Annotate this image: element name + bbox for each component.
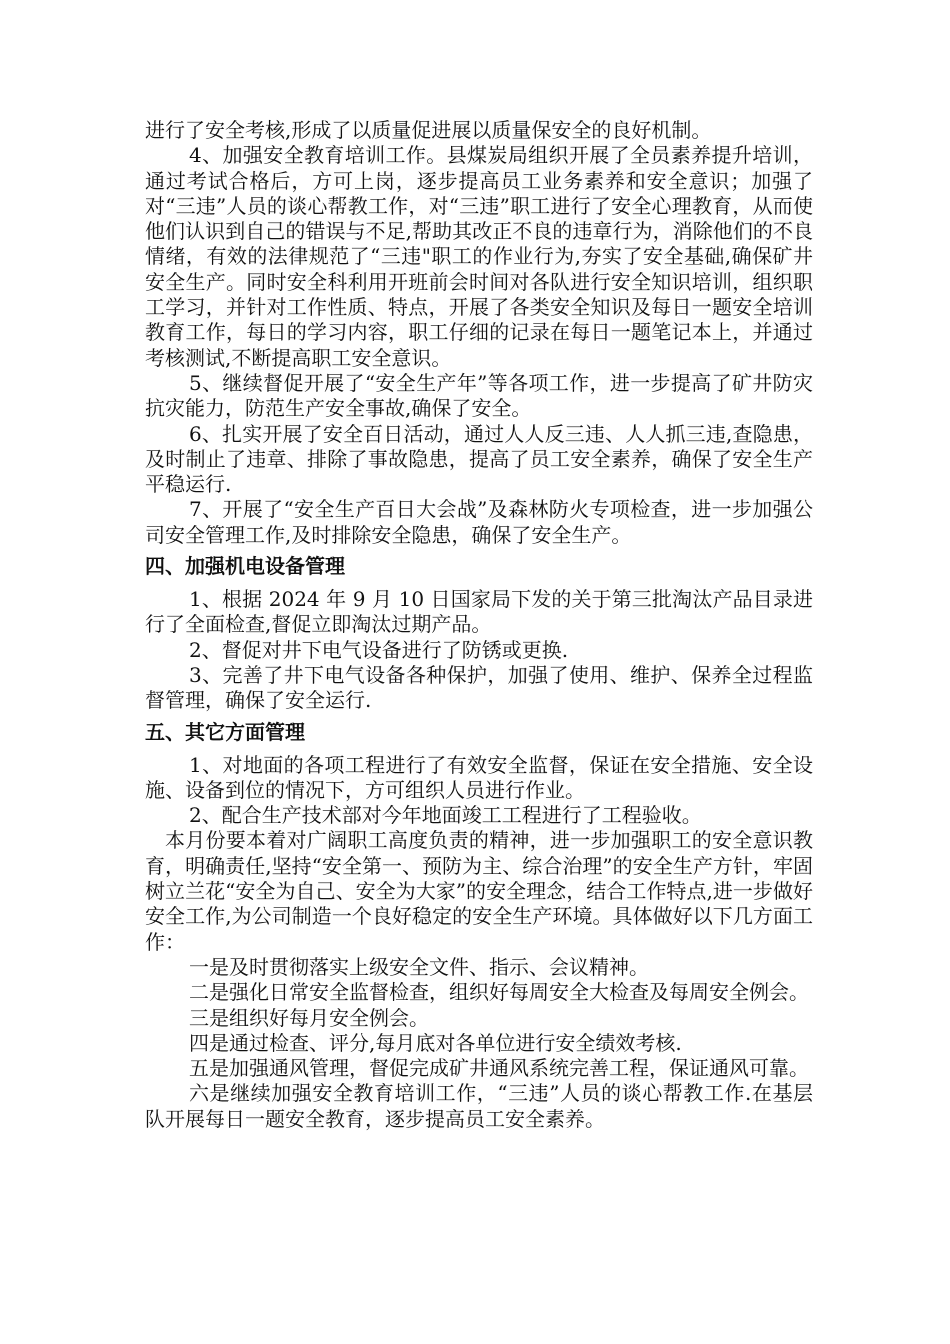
body-paragraph: 进行了安全考核,形成了以质量促进展以质量保安全的良好机制。 (145, 118, 712, 142)
section-heading: 四、加强机电设备管理 (145, 554, 345, 579)
body-paragraph: 三是组织好每月安全例会。 (189, 1005, 429, 1030)
body-paragraph: 2、督促对井下电气设备进行了防锈或更换. (189, 637, 569, 662)
section-heading: 五、其它方面管理 (145, 719, 305, 744)
body-paragraph: 五是加强通风管理，督促完成矿井通风系统完善工程，保证通风可靠。 (189, 1056, 809, 1081)
body-paragraph: 5、继续督促开展了“安全生产年”等各项工作，进一步提高了矿井防灾抗灾能力，防范生产安全事故,确保了安全。 (145, 370, 813, 421)
body-paragraph: 六是继续加强安全教育培训工作，“三违”人员的谈心帮教工作.在基层队开展每日一题安全教育，逐步提高员工安全素养。 (145, 1081, 813, 1131)
body-paragraph: 本月份要本着对广阔职工高度负责的精神，进一步加强职工的安全意识教育，明确责任,坚持“安全第一、预防为主、综合治理”的安全生产方针，牢固树立兰花“安全为自己、安全为大家”的安全理念，结合工作特点,进一步做好安全工作,为公司制造一个良好稳定的安全生产环境。具体做好以下几方面工作： (145, 828, 813, 954)
body-paragraph: 2、配合生产技术部对今年地面竣工工程进行了工程验收。 (189, 803, 702, 828)
body-paragraph: 7、开展了“安全生产百日大会战”及森林防火专项检查，进一步加强公司安全管理工作,及时排除安全隐患，确保了安全生产。 (145, 497, 813, 547)
body-paragraph: 二是强化日常安全监督检查，组织好每周安全大检查及每周安全例会。 (189, 980, 809, 1005)
body-paragraph: 3、完善了井下电气设备各种保护，加强了使用、维护、保养全过程监督管理，确保了安全运行. (145, 662, 813, 713)
body-paragraph: 一是及时贯彻落实上级安全文件、指示、会议精神。 (189, 954, 649, 979)
body-paragraph: 4、加强安全教育培训工作。县煤炭局组织开展了全员素养提升培训，通过考试合格后，方可上岗，逐步提高员工业务素养和安全意识；加强了对“三违”人员的谈心帮教工作，对“三违”职工进行了安全心理教育，从而使他们认识到自己的错误与不足,帮助其改正不良的违章行为，消除他们的不良情绪，有效的法律规范了“三违"职工的作业行为,夯实了安全基础,确保矿井安全生产。同时安全科利用开班前会时间对各队进行安全知识培训，组织职工学习，并针对工作性质、特点，开展了各类安全知识及每日一题安全培训教育工作，每日的学习内容，职工仔细的记录在每日一题笔记本上，并通过考核测试,不断提高职工安全意识。 (145, 143, 813, 370)
document-page (145, 118, 813, 1132)
body-paragraph: 四是通过检查、评分,每月底对各单位进行安全绩效考核. (189, 1030, 682, 1055)
body-paragraph: 1、根据 2024 年 9 月 10 日国家局下发的关于第三批淘汰产品目录进行了全面检查,督促立即淘汰过期产品。 (145, 587, 813, 637)
body-paragraph: 1、对地面的各项工程进行了有效安全监督，保证在安全措施、安全设施、设备到位的情况下，方可组织人员进行作业。 (145, 752, 813, 802)
body-paragraph: 6、扎实开展了安全百日活动，通过人人反三违、人人抓三违,查隐患，及时制止了违章、排除了事故隐患，提高了员工安全素养，确保了安全生产平稳运行. (145, 421, 813, 497)
